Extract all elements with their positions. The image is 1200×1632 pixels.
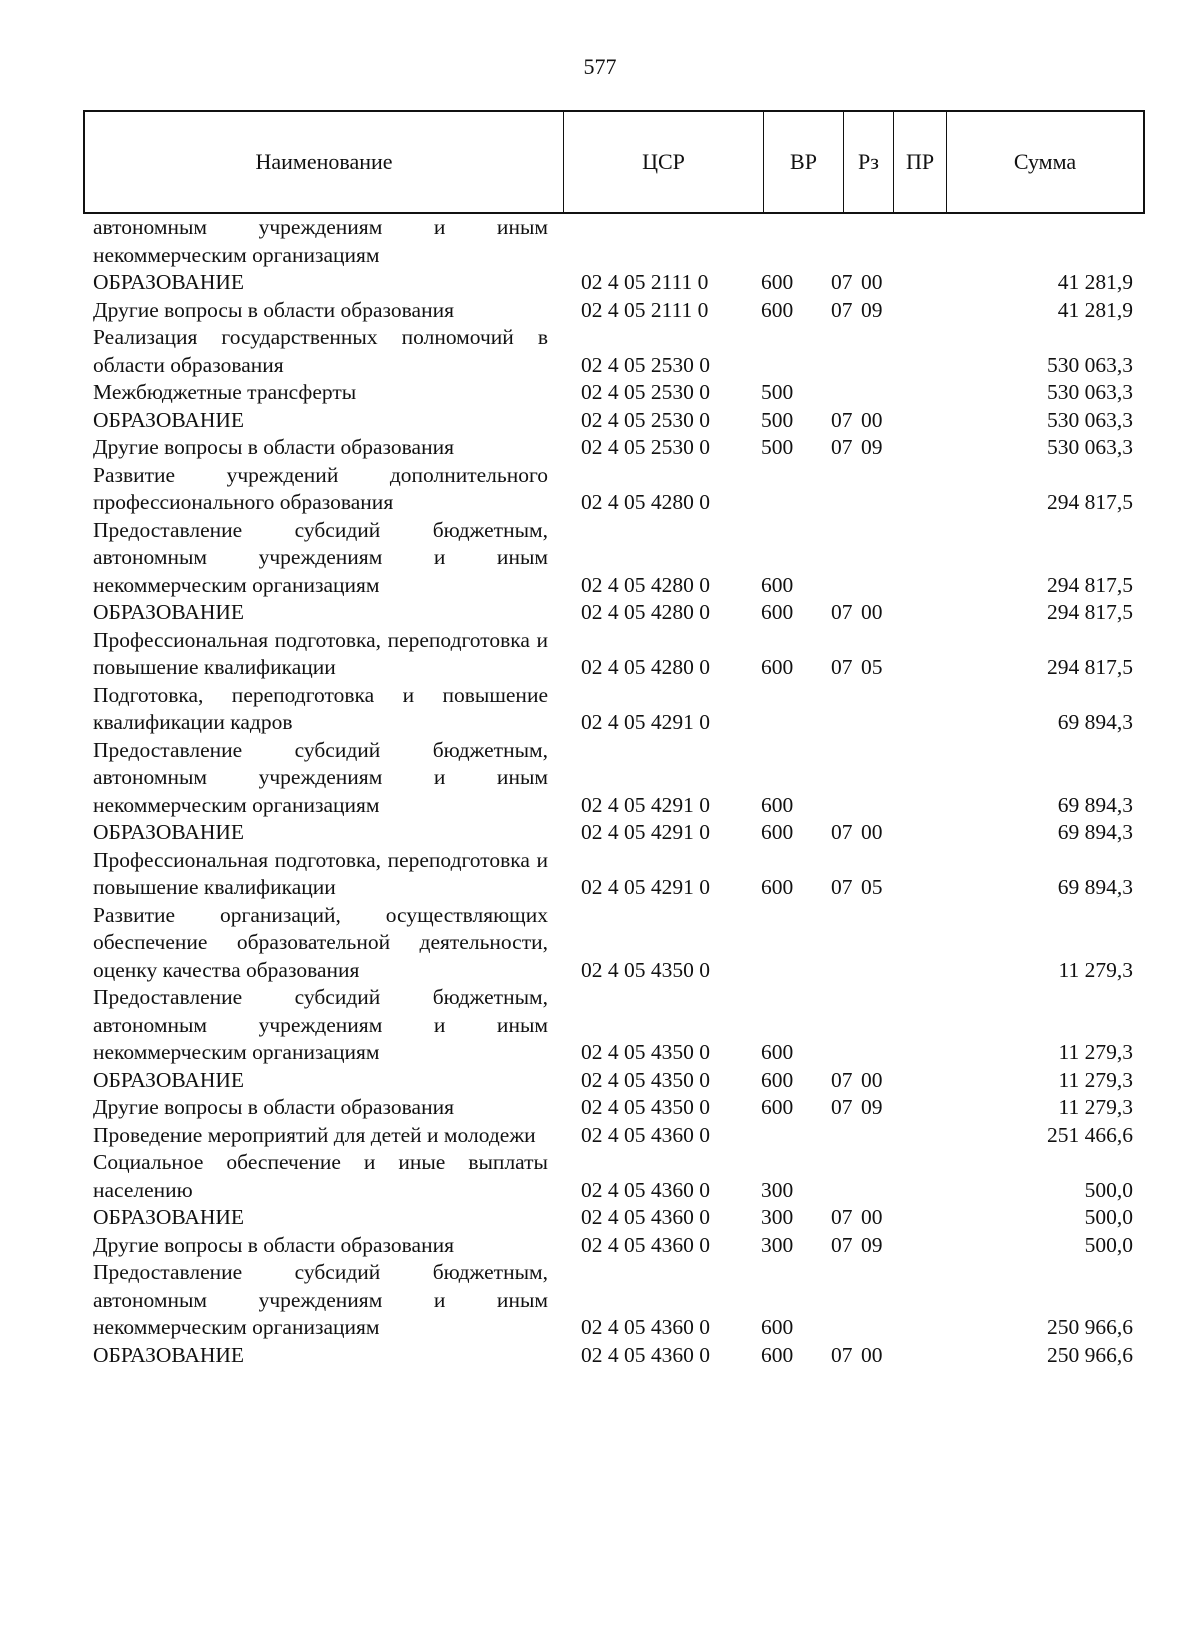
table-row [93, 627, 1143, 682]
row-vr: 600 [761, 1095, 794, 1119]
row-name: Проведение мероприятий для детей и молодежи [93, 1122, 536, 1147]
table-row [93, 434, 1143, 462]
table-body [93, 214, 1143, 1369]
table-row [93, 1204, 1143, 1232]
table-row [93, 1094, 1143, 1122]
table-row [93, 1122, 1143, 1150]
row-name: ОБРАЗОВАНИЕ [93, 270, 245, 294]
table-row [93, 984, 1143, 1067]
row-sum: 530 063,3 [1047, 352, 1133, 377]
row-name: Другие вопросы в области образования [93, 1095, 454, 1119]
row-pr: 09 [861, 297, 883, 322]
row-name: Социальное обеспечение и иные выплаты населению [93, 1150, 548, 1202]
row-sum: 500,0 [1084, 1205, 1133, 1229]
row-sum: 69 894,3 [1057, 792, 1133, 817]
row-vr: 600 [761, 820, 794, 844]
table-row [93, 297, 1143, 325]
row-sum: 530 063,3 [1047, 407, 1133, 432]
row-sum: 69 894,3 [1057, 875, 1133, 899]
table-row [93, 269, 1143, 297]
row-sum: 250 966,6 [1047, 1342, 1133, 1367]
table-row [93, 324, 1143, 379]
row-vr: 300 [761, 1177, 794, 1202]
row-name: Предоставление субсидий бюджетным, автономным учреждениям и иным некоммерческим организациям [93, 985, 548, 1064]
row-csr: 02 4 05 2530 0 [581, 407, 710, 432]
row-csr: 02 4 05 2530 0 [581, 352, 710, 377]
row-rz: 07 [831, 600, 853, 624]
row-vr: 600 [761, 1315, 794, 1339]
row-name: Реализация государственных полномочий в области образования [93, 325, 548, 377]
row-csr: 02 4 05 2111 0 [581, 297, 709, 322]
row-name: ОБРАЗОВАНИЕ [93, 600, 245, 624]
table-row [93, 1149, 1143, 1204]
page-number: 577 [583, 54, 617, 79]
row-sum: 294 817,5 [1047, 600, 1133, 624]
row-csr: 02 4 05 4360 0 [581, 1122, 710, 1147]
row-csr: 02 4 05 2530 0 [581, 435, 710, 459]
header-csr: ЦСР [564, 112, 764, 212]
row-name: ОБРАЗОВАНИЕ [93, 1067, 245, 1092]
row-vr: 500 [761, 380, 794, 404]
row-name: ОБРАЗОВАНИЕ [93, 820, 245, 844]
row-sum: 69 894,3 [1057, 710, 1133, 734]
row-sum: 500,0 [1084, 1232, 1133, 1257]
row-pr: 00 [861, 600, 883, 624]
row-sum: 69 894,3 [1057, 820, 1133, 844]
row-pr: 09 [861, 1232, 883, 1257]
row-vr: 600 [761, 1040, 794, 1064]
header-vr: ВР [764, 112, 844, 212]
row-name: Развитие учреждений дополнительного профессионального образования [93, 462, 548, 514]
table-row [93, 379, 1143, 407]
row-sum: 500,0 [1084, 1177, 1133, 1202]
row-pr: 09 [861, 435, 883, 459]
row-name: Предоставление субсидий бюджетным, автономным учреждениям и иным некоммерческим организациям [93, 1260, 548, 1339]
row-csr: 02 4 05 4360 0 [581, 1177, 710, 1202]
row-csr: 02 4 05 4280 0 [581, 490, 710, 514]
row-rz: 07 [831, 435, 853, 459]
row-vr: 600 [761, 655, 794, 679]
header-rz: Рз [844, 112, 894, 212]
row-csr: 02 4 05 4291 0 [581, 875, 710, 899]
row-csr: 02 4 05 4360 0 [581, 1315, 710, 1339]
row-name: автономным учреждениям и иным некоммерческим организациям [93, 215, 548, 267]
row-sum: 251 466,6 [1047, 1122, 1133, 1147]
row-vr: 600 [761, 875, 794, 899]
row-pr: 00 [861, 1205, 883, 1229]
row-csr: 02 4 05 4280 0 [581, 572, 710, 597]
row-vr: 600 [761, 792, 794, 817]
row-vr: 600 [761, 1067, 794, 1092]
row-vr: 600 [761, 297, 794, 322]
row-rz: 07 [831, 1232, 853, 1257]
row-vr: 600 [761, 1342, 794, 1367]
row-name: Подготовка, переподготовка и повышение квалификации кадров [93, 682, 548, 734]
row-rz: 07 [831, 1205, 853, 1229]
row-csr: 02 4 05 4291 0 [581, 792, 710, 817]
row-vr: 300 [761, 1205, 794, 1229]
row-rz: 07 [831, 655, 853, 679]
row-sum: 11 279,3 [1058, 1040, 1133, 1064]
row-csr: 02 4 05 4360 0 [581, 1342, 710, 1367]
row-pr: 00 [861, 1067, 883, 1092]
row-name: Предоставление субсидий бюджетным, автономным учреждениям и иным некоммерческим организациям [93, 517, 548, 597]
row-name: Другие вопросы в области образования [93, 297, 454, 322]
row-name: Межбюджетные трансферты [93, 380, 357, 404]
table-row [93, 819, 1143, 847]
row-sum: 294 817,5 [1047, 655, 1133, 679]
row-rz: 07 [831, 1342, 853, 1367]
row-csr: 02 4 05 4291 0 [581, 710, 710, 734]
row-rz: 07 [831, 407, 853, 432]
row-sum: 294 817,5 [1047, 490, 1133, 514]
row-sum: 530 063,3 [1047, 380, 1133, 404]
table-row [93, 462, 1143, 517]
row-vr: 600 [761, 600, 794, 624]
row-name: ОБРАЗОВАНИЕ [93, 407, 245, 432]
table-row [93, 1342, 1143, 1370]
table-header [83, 110, 1145, 214]
row-pr: 00 [861, 820, 883, 844]
row-pr: 05 [861, 655, 883, 679]
row-pr: 09 [861, 1095, 883, 1119]
row-csr: 02 4 05 4350 0 [581, 1067, 710, 1092]
row-rz: 07 [831, 270, 853, 294]
row-sum: 294 817,5 [1047, 572, 1133, 597]
row-pr: 00 [861, 270, 883, 294]
row-rz: 07 [831, 1067, 853, 1092]
table-row [93, 599, 1143, 627]
row-name: Предоставление субсидий бюджетным, автономным учреждениям и иным некоммерческим организациям [93, 737, 548, 817]
row-rz: 07 [831, 297, 853, 322]
row-csr: 02 4 05 2111 0 [581, 270, 709, 294]
table-row [93, 407, 1143, 435]
row-vr: 500 [761, 407, 794, 432]
row-csr: 02 4 05 4350 0 [581, 1095, 710, 1119]
row-csr: 02 4 05 4360 0 [581, 1232, 710, 1257]
row-sum: 530 063,3 [1047, 435, 1133, 459]
row-vr: 500 [761, 435, 794, 459]
row-sum: 250 966,6 [1047, 1315, 1133, 1339]
table-row [93, 902, 1143, 985]
row-pr: 00 [861, 1342, 883, 1367]
row-sum: 11 279,3 [1058, 1067, 1133, 1092]
table-row [93, 1232, 1143, 1260]
table-row [93, 1259, 1143, 1342]
row-rz: 07 [831, 1095, 853, 1119]
row-vr: 600 [761, 572, 794, 597]
table-row [93, 517, 1143, 600]
row-pr: 05 [861, 875, 883, 899]
row-name: ОБРАЗОВАНИЕ [93, 1205, 245, 1229]
header-pr: ПР [894, 112, 947, 212]
row-sum: 11 279,3 [1058, 1095, 1133, 1119]
table-row [93, 737, 1143, 820]
row-vr: 300 [761, 1232, 794, 1257]
row-csr: 02 4 05 4360 0 [581, 1205, 710, 1229]
row-rz: 07 [831, 820, 853, 844]
row-csr: 02 4 05 2530 0 [581, 380, 710, 404]
row-csr: 02 4 05 4291 0 [581, 820, 710, 844]
row-csr: 02 4 05 4350 0 [581, 957, 710, 982]
header-name: Наименование [85, 112, 564, 212]
row-sum: 41 281,9 [1057, 270, 1133, 294]
row-rz: 07 [831, 875, 853, 899]
row-name: Профессиональная подготовка, переподготовка и повышение квалификации [93, 627, 548, 679]
table-row [93, 682, 1143, 737]
row-vr: 600 [761, 270, 794, 294]
row-csr: 02 4 05 4280 0 [581, 655, 710, 679]
row-name: Другие вопросы в области образования [93, 1232, 454, 1257]
row-name: Другие вопросы в области образования [93, 435, 454, 459]
table-row [93, 214, 1143, 269]
table-row [93, 847, 1143, 902]
row-csr: 02 4 05 4350 0 [581, 1040, 710, 1064]
row-sum: 41 281,9 [1057, 297, 1133, 322]
table-row [93, 1067, 1143, 1095]
row-sum: 11 279,3 [1058, 957, 1133, 982]
header-sum: Сумма [1013, 149, 1077, 174]
row-csr: 02 4 05 4280 0 [581, 600, 710, 624]
row-name: Развитие организаций, осуществляющих обеспечение образовательной деятельности, оценку качества образования [93, 902, 548, 982]
row-name: ОБРАЗОВАНИЕ [93, 1342, 245, 1367]
row-name: Профессиональная подготовка, переподготовка и повышение квалификации [93, 847, 548, 899]
row-pr: 00 [861, 407, 883, 432]
